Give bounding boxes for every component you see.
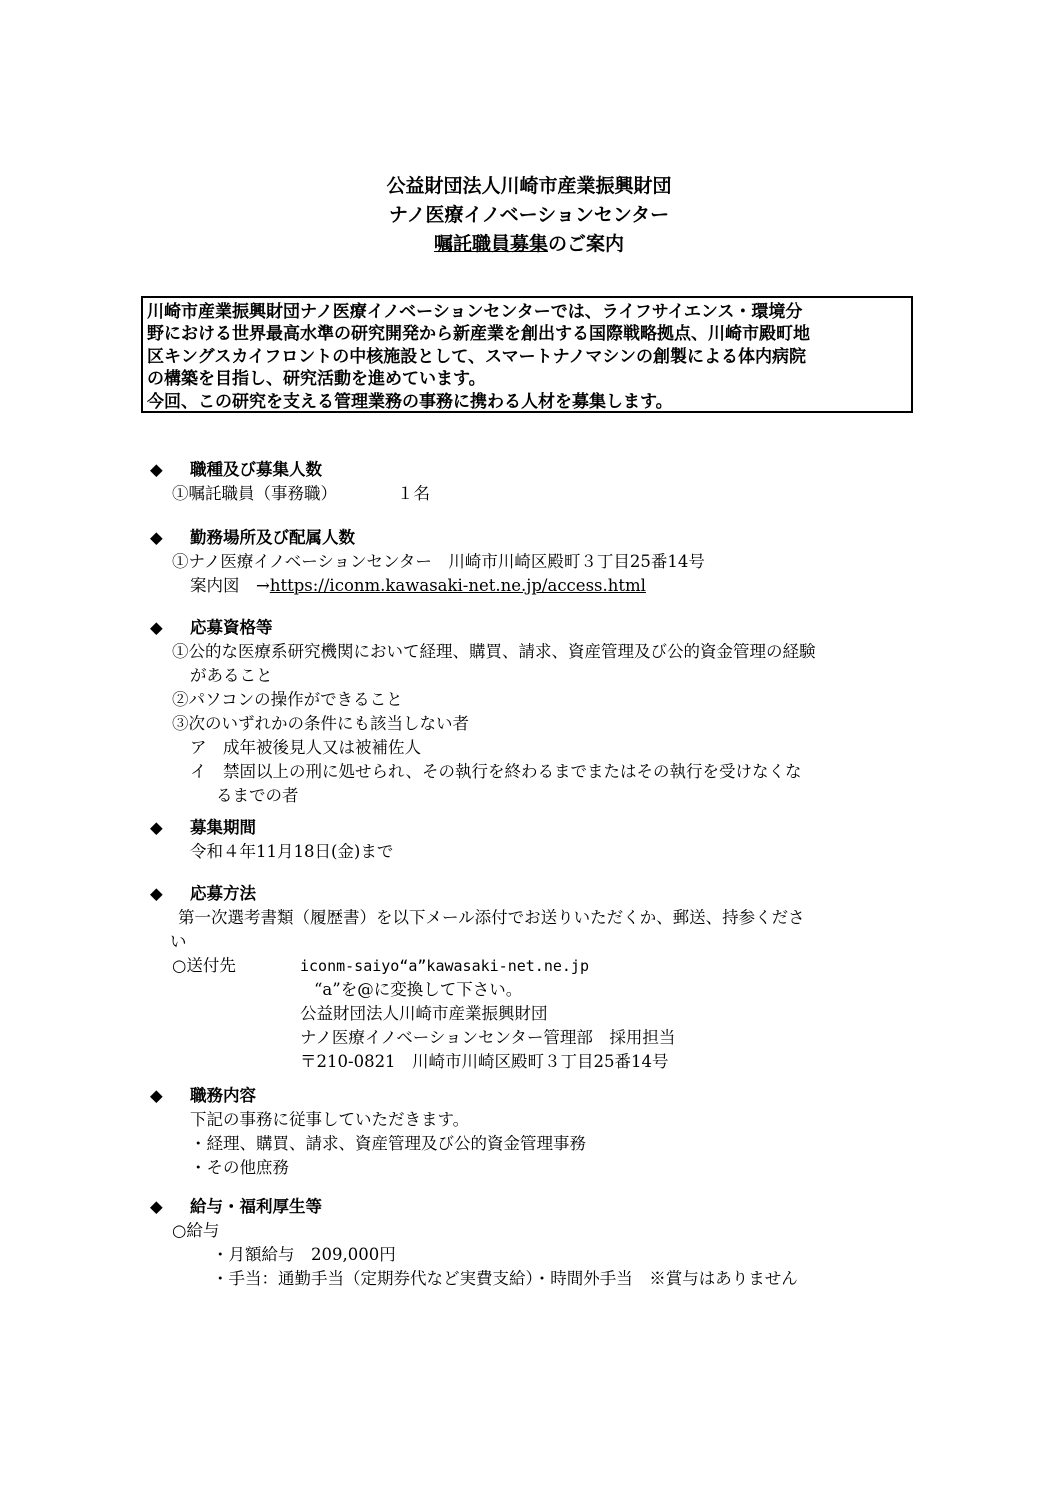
section-heading: ◆ 給与・福利厚生等 bbox=[150, 1195, 920, 1219]
application-text-cont: い bbox=[170, 932, 187, 951]
section-heading: ◆ 職務内容 bbox=[150, 1084, 920, 1108]
salary-item: ・手当：通勤手当（定期券代など実費支給）・時間外手当 ※賞与はありません bbox=[212, 1269, 798, 1288]
section-job-type bbox=[150, 458, 920, 506]
intro-line: 今回、この研究を支える管理業務の事務に携わる人材を募集します。 bbox=[147, 391, 673, 412]
org-name: 公益財団法人川崎市産業振興財団 bbox=[300, 1004, 548, 1023]
condition-item: イ 禁固以上の刑に処せられ、その執行を終わるまでまたはその執行を受けなくな bbox=[190, 762, 802, 781]
email-address: iconm-saiyo“a”kawasaki-net.ne.jp bbox=[300, 957, 589, 975]
section-heading: ◆ 勤務場所及び配属人数 bbox=[150, 526, 920, 550]
intro-line: 川崎市産業振興財団ナノ医療イノベーションセンターでは、ライフサイエンス・環境分 bbox=[147, 302, 803, 322]
section-item: ①ナノ医療イノベーションセンター 川崎市川崎区殿町３丁目25番14号 bbox=[172, 552, 705, 571]
qualification-item: ②パソコンの操作ができること bbox=[172, 690, 403, 709]
condition-item: ア 成年被後見人又は被補佐人 bbox=[190, 738, 421, 757]
intro-line: の構築を目指し、研究活動を進めています。 bbox=[147, 369, 486, 390]
department-name: ナノ医療イノベーションセンター管理部 採用担当 bbox=[300, 1028, 676, 1047]
title-line-3 bbox=[0, 230, 1058, 259]
section-duties bbox=[150, 1084, 920, 1180]
title-line-1: 公益財団法人川崎市産業振興財団 bbox=[386, 175, 672, 197]
section-heading: ◆ 応募資格等 bbox=[150, 616, 920, 640]
section-qualifications bbox=[150, 616, 920, 808]
title-rest: のご案内 bbox=[548, 233, 625, 255]
send-to-line bbox=[150, 954, 920, 978]
qualification-item-cont: があること bbox=[190, 666, 273, 685]
qualification-item: ③次のいずれかの条件にも該当しない者 bbox=[172, 714, 469, 733]
intro-box bbox=[141, 296, 913, 413]
section-item: ①嘱託職員（事務職） １名 bbox=[172, 484, 430, 503]
diamond-bullet-icon: ◆ bbox=[150, 1197, 163, 1216]
title-underlined: 嘱託職員募集 bbox=[433, 233, 548, 255]
send-to-label: ○送付先 bbox=[172, 956, 236, 975]
diamond-bullet-icon: ◆ bbox=[150, 884, 163, 903]
diamond-bullet-icon: ◆ bbox=[150, 528, 163, 547]
period-text: 令和４年11月18日(金)まで bbox=[190, 842, 394, 861]
section-heading: ◆ 応募方法 bbox=[150, 882, 920, 906]
duty-item: ・その他庶務 bbox=[190, 1158, 289, 1177]
title-line-2: ナノ医療イノベーションセンター bbox=[388, 204, 670, 226]
diamond-bullet-icon: ◆ bbox=[150, 818, 163, 837]
application-text: 第一次選考書類（履歴書）を以下メール添付でお送りいただくか、郵送、持参くださ bbox=[178, 908, 805, 927]
duties-intro: 下記の事務に従事していただきます。 bbox=[190, 1110, 470, 1129]
access-map-link[interactable]: https://iconm.kawasaki-net.ne.jp/access.html bbox=[269, 576, 646, 595]
section-heading: ◆ 職種及び募集人数 bbox=[150, 458, 920, 482]
intro-line: 区キングスカイフロントの中核施設として、スマートナノマシンの創製による体内病院 bbox=[147, 346, 807, 367]
salary-item: ・月額給与 209,000円 bbox=[212, 1245, 396, 1264]
map-line bbox=[150, 574, 920, 598]
section-period bbox=[150, 816, 920, 864]
diamond-bullet-icon: ◆ bbox=[150, 1086, 163, 1105]
section-application bbox=[150, 882, 920, 1074]
section-heading: ◆ 募集期間 bbox=[150, 816, 920, 840]
qualification-item: ①公的な医療系研究機関において経理、購買、請求、資産管理及び公的資金管理の経験 bbox=[172, 642, 816, 661]
recruit-count: １名 bbox=[397, 484, 430, 503]
section-salary bbox=[150, 1195, 920, 1291]
intro-line: 野における世界最高水準の研究開発から新産業を創出する国際戦略拠点、川崎市殿町地 bbox=[147, 324, 810, 345]
email-note: “a”を@に変換して下さい。 bbox=[314, 980, 523, 999]
duty-item: ・経理、購買、請求、資産管理及び公的資金管理事務 bbox=[190, 1134, 586, 1153]
document-title bbox=[0, 172, 1058, 259]
condition-item-cont: るまでの者 bbox=[216, 786, 299, 805]
diamond-bullet-icon: ◆ bbox=[150, 460, 163, 479]
diamond-bullet-icon: ◆ bbox=[150, 618, 163, 637]
postal-address: 〒210-0821 川崎市川崎区殿町３丁目25番14号 bbox=[300, 1052, 669, 1071]
salary-subheading: ○給与 bbox=[172, 1221, 220, 1240]
map-label: 案内図 → bbox=[190, 576, 270, 595]
section-workplace bbox=[150, 526, 920, 598]
